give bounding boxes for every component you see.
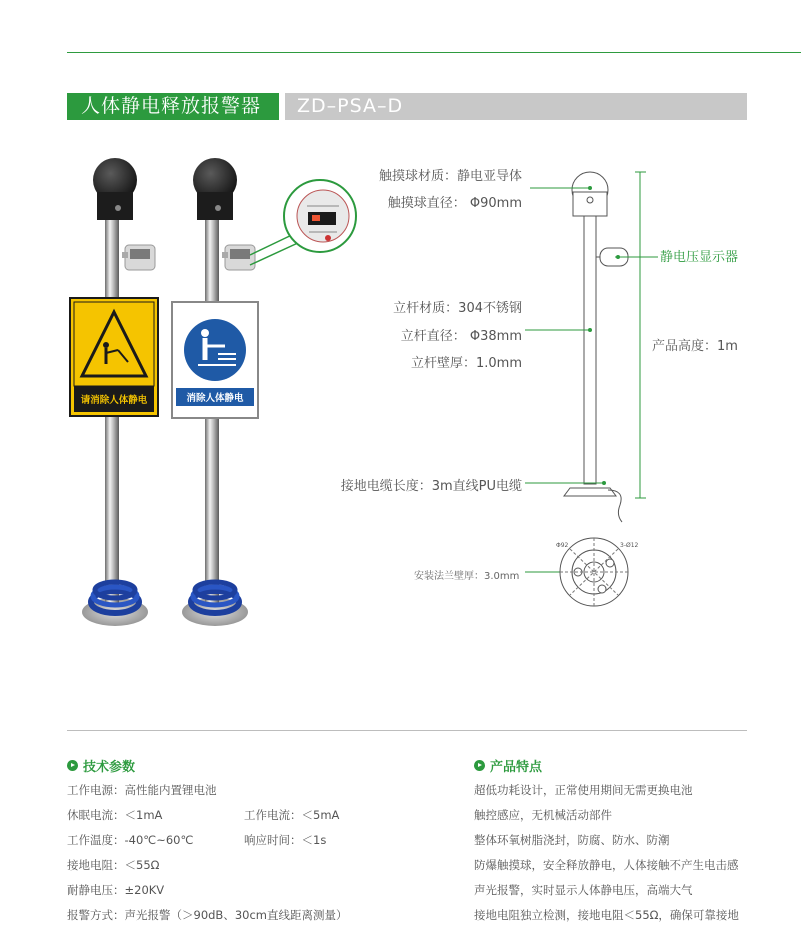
- feature-item: 防爆触摸球，安全释放静电，人体接触不产生电击感: [474, 858, 739, 872]
- play-circle-icon: [474, 760, 485, 771]
- section-divider: [67, 730, 747, 731]
- tech-param: 工作电源：高性能内置锂电池: [67, 783, 217, 797]
- feature-item: 超低功耗设计，正常使用期间无需更换电池: [474, 783, 693, 797]
- product-model: ZD–PSA–D: [285, 93, 747, 120]
- feature-item: 触控感应，无机械活动部件: [474, 808, 612, 822]
- spec-pole-diameter: 立杆直径： Φ38mm: [400, 329, 522, 344]
- flange-dim-a: Φ92: [556, 542, 569, 549]
- feature-item: 接地电阻独立检测，接地电阻＜55Ω，确保可靠接地: [474, 908, 739, 922]
- feature-item: 整体环氧树脂浇封，防腐、防水、防潮: [474, 833, 670, 847]
- spec-height: 产品高度：1m: [652, 339, 738, 354]
- instruction-sign: [172, 302, 258, 418]
- tech-param: 工作温度：-40℃~60℃: [67, 833, 194, 847]
- tech-param: 接地电阻：＜55Ω: [67, 858, 160, 872]
- spec-flange: 安装法兰壁厚：3.0mm: [414, 571, 520, 582]
- tech-section-heading: [67, 756, 135, 775]
- flange-dim-b: 3-Ø12: [620, 542, 639, 549]
- tech-param: 耐静电压：±20KV: [67, 883, 165, 897]
- spec-ball-diameter: 触摸球直径： Φ90mm: [387, 196, 522, 211]
- tech-param: 报警方式：声光报警（＞90dB、30cm直线距离测量）: [67, 908, 348, 922]
- tech-param: 响应时间：＜1s: [244, 833, 327, 847]
- instruction-sign-text: 消除人体静电: [186, 393, 244, 404]
- flange-drawing: [520, 535, 650, 615]
- spec-cable-length: 接地电缆长度：3m直线PU电缆: [340, 479, 522, 494]
- spec-display-label: 静电压显示器: [660, 250, 739, 265]
- feature-item: 声光报警，实时显示人体静电压，高端大气: [474, 883, 693, 897]
- tech-heading-label: 技术参数: [83, 760, 136, 775]
- features-heading-label: 产品特点: [490, 760, 543, 775]
- warning-sign-text: 请消除人体静电: [80, 395, 148, 406]
- tech-param: 工作电流：＜5mA: [244, 808, 340, 822]
- play-circle-icon: [67, 760, 78, 771]
- product-title: 人体静电释放报警器: [67, 93, 279, 120]
- product-photo: [60, 150, 370, 640]
- tech-param: 休眠电流：＜1mA: [67, 808, 163, 822]
- spec-pole-wall: 立杆壁厚：1.0mm: [410, 356, 522, 371]
- spec-pole-material: 立杆材质：304不锈钢: [393, 301, 522, 316]
- top-rule: [67, 52, 801, 53]
- warning-sign: [70, 298, 158, 416]
- spec-ball-material: 触摸球材质：静电亚导体: [378, 169, 522, 184]
- features-section-heading: [474, 756, 542, 775]
